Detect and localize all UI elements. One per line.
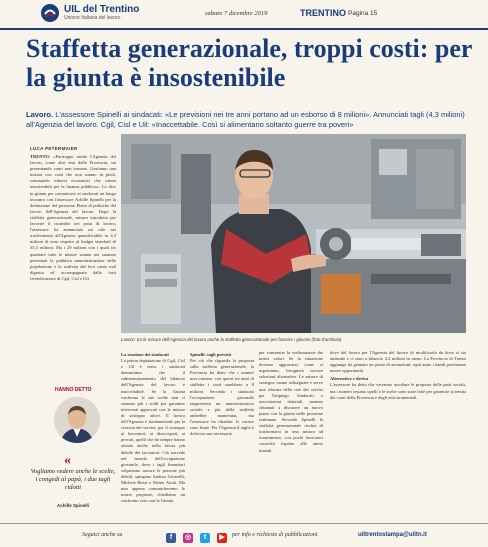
column-3-text: Per ciò che riguarda la proposta sulla staffetta generazionale, la Provincia ha detto che i numeri non tornano: con questi tre anni di staffetta i costi sarebbero a 8 milioni. Secondo i sindacati l'occupazione giovanile rappresenta un ammortizzatore sociale e più della staffetta andrebbe mantenuta, ma l'assessore ha ribadito: le risorse sono finite. Per l'Agenzia il taglio è doloroso ma necessario. [190, 358, 254, 437]
quote-mark-icon: « [64, 453, 71, 468]
portrait-illustration [54, 397, 100, 443]
column-5-heading: Alternative e deriva [330, 376, 369, 382]
sidebar-title: HANNO DETTO [55, 387, 92, 393]
uil-logo-icon [40, 3, 60, 23]
facebook-icon[interactable]: f [166, 533, 176, 543]
publication-name: UIL del Trentino [64, 4, 140, 15]
column-2-text: La prima deputazione di Cgil, Cisl e Uil è seria: i sindacati denunciano che il ridimensionamento del bilancio dell'Agenzia del lavoro è inaccettabile. Se la Giunta conferma le sue scelte non ci saranno più i soldi per garantire interventi approvati con le misure di sostegno attive. Il lavoro dell'Agenzia è fondamentale per la crescita dei servizi, per il sostegno ai lavoratori, ai disoccupati, ai precari, quelli che da sempre hanno aiutato anche nella fascia più debole dei lavoratori. Ciò succede nel mondo dell'occupazione giovanile, dove i tagli finanziari colpiranno ancora le persone più deboli, spiegano Andrea Grosselli, Michele Bezzi e Walter Alotti. Ma non appena comunicheremo le nostre proposte, chiediamo un confronto vero con la Giunta. [121, 358, 185, 504]
lead-kicker: Lavoro. [26, 110, 54, 119]
text-column-5 [330, 350, 466, 515]
avatar [54, 397, 100, 443]
footer-email[interactable]: uiltrentostampa@uiltn.it [358, 532, 427, 538]
column-4-text: per consentire la realizzazione dei nostri valori. Se la situazione dovesse aggravarsi, come ci aspettiamo, bisognerà trovare soluzioni alternative. Le misure di sostegno vanno ridisegnate e serve una riforma della rete dei servizi per l'impiego. Sindacati e associazioni datoriali saranno chiamati a discutere un nuovo piano con la giunta nelle prossime settimane. Secondo Spinelli la staffetta generazionale rischia di trasformarsi in una misura ad esaurimento, con pochi lavoratori coinvolti rispetto alle attese iniziali. [259, 350, 323, 453]
worker-lathe-illustration [121, 134, 466, 333]
dateline: TRENTO. [30, 154, 51, 159]
footer-info: per info e richieste di pubblicazioni [232, 532, 318, 538]
text-column-1 [30, 154, 116, 380]
page-number: Pagina 15 [348, 10, 378, 17]
column-2-heading: La reazione dei sindacati [121, 352, 169, 357]
article-lead [26, 110, 474, 130]
sidebar-quote: Vogliamo vedere anche le scelte, i congedi al papà, i due tagli ridotti [30, 468, 116, 491]
page-header [0, 0, 488, 30]
text-column-3 [190, 350, 254, 515]
photo-caption: Lavoro: tra le misure dell'Agenzia del lavoro anche la staffetta generazionale per favorire i giovani (foto d'archivio) [121, 337, 342, 342]
page-footer [0, 523, 488, 547]
follow-label: Seguici anche su [82, 532, 123, 538]
quote-author: Achille Spinelli [56, 503, 89, 508]
issue-date: sabato 7 dicembre 2019 [205, 10, 268, 17]
column-5-text: dove del lavoro per l'Agenzia del lavoro di modificarla da dove si sta andando e ci sono a bilancio 4,3 milioni in meno. La Provincia di Trento aggiunge da gennaio un piano di assunzioni: ogni anno i bandi porteranno nuove opportunità. [330, 350, 466, 374]
social-icons [166, 529, 230, 541]
lead-text: L'assessore Spinelli ai sindacati: «Le previsioni nei tre anni portano ad un esborso di 8 milioni». Annunciati tagli (4,3 milioni) all'Agenzia del lavoro. Cgil, Cisl e Uil: «Inaccettabile. Così si alimentano soltanto guerre tra poveri» [26, 110, 465, 129]
article-photo [121, 134, 466, 333]
article-title: Staffetta generazionale, troppi costi: per la giunta è insostenibile [26, 34, 472, 92]
text-column-4 [259, 350, 323, 515]
youtube-icon[interactable]: ▶ [217, 533, 227, 543]
publication-subtitle: Unione Italiana del lavoro [64, 15, 121, 21]
column-3-heading: Spinelli: tagli previsti [190, 352, 232, 357]
section-name: TRENTINO [300, 8, 346, 18]
twitter-icon[interactable]: t [200, 533, 210, 543]
instagram-icon[interactable]: ◎ [184, 534, 192, 542]
column-1-text: «Purtroppo anche l'Agenzia del lavoro, come altri enti della Provincia, sta presentando conti non tornano. Gestiamo una misura con costi che non stanno in piedi, sommando esborsi economici che vanno insostenibili per la finanza pubblica». Lo dice in giunta per comunicare ai sindacati un lungo incontro con l'assessore Achille Spinelli per la definizione del prossimo Piano di politiche del lavoro dell'Agenzia del lavoro. Dopo la staffetta generazionale, misura introdotta per favorire il ricambio nei posti di lavoro, l'assessore ha annunciato un calo nei trasferimenti all'Agenzia quantificabile in 4,3 milioni di euro rispetto al budget standard di 35,3 milioni. Ma i 29 milioni con i quali far quadrare tutte le misure stanno nei saranno presentati la pubblica amministrazione della popolazione e la staffetta dal loro canto mal digerita ed accompagnata dalle forti rivendicazioni di Cgil, Cisl e Uil. [30, 154, 116, 281]
column-5-text-2: L'assessore ha detto che verranno ascoltate le proposte delle parti sociali, ma i numeri restano quelli e le scelte sono state fatte per garantire la tenuta dei conti della Provincia e degli enti strumentali. [330, 382, 466, 400]
byline: LUCA PETERMAIER [30, 146, 78, 151]
text-column-2 [121, 350, 185, 515]
